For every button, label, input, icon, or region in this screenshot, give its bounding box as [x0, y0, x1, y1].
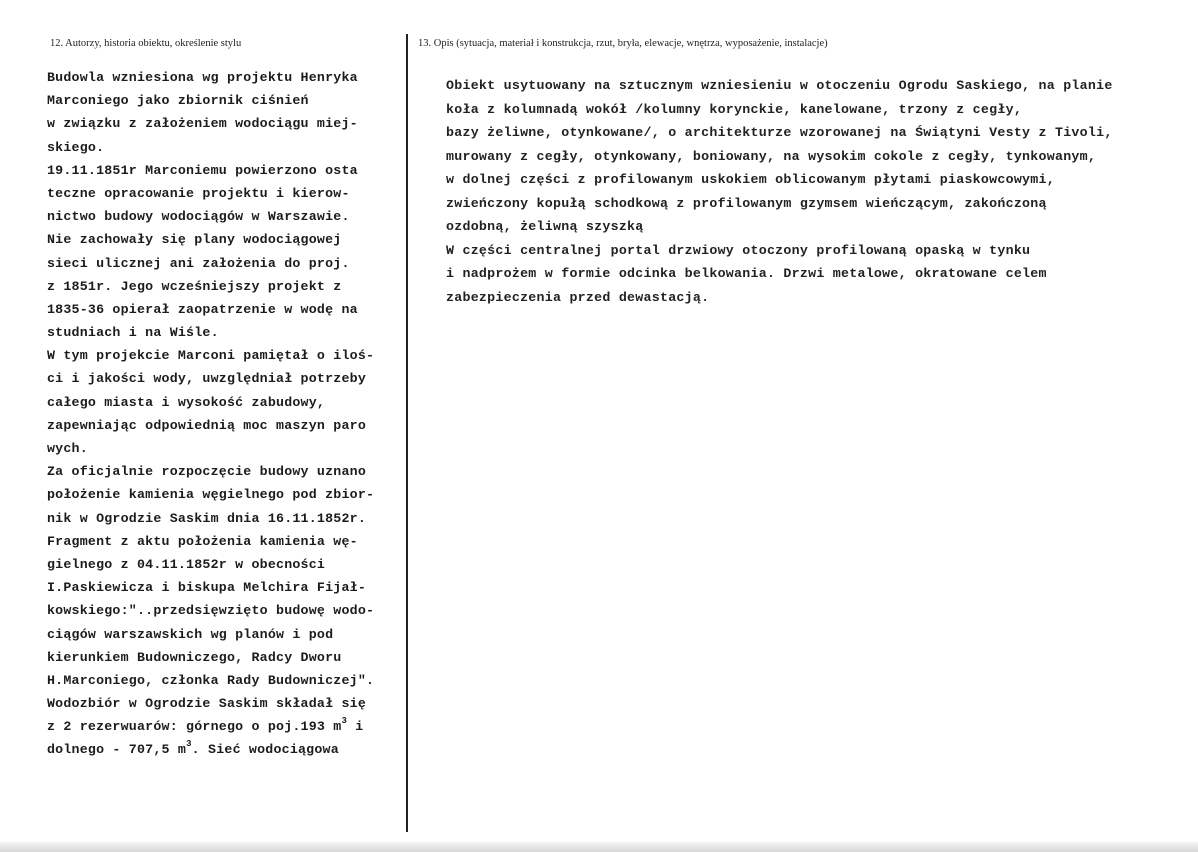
description-text-column [446, 74, 1186, 309]
text-line: 1835-36 opierał zaopatrzenie w wodę na [47, 301, 358, 317]
text-line: Fragment z aktu położenia kamienia wę- [47, 533, 358, 549]
text-line: I.Paskiewicza i biskupa Melchira Fijał- [47, 580, 366, 596]
text-line: gielnego z 04.11.1852r w obecności [47, 556, 326, 572]
text-line: nictwo budowy wodociągów w Warszawie. [47, 209, 350, 225]
text-line: H.Marconiego, członka Rady Budowniczej". [47, 672, 375, 688]
section-header-12: 12. Autorzy, historia obiektu, określenie stylu [50, 38, 242, 49]
text-line: w związku z założeniem wodociągu miej- [47, 116, 358, 132]
text-line: teczne opracowanie projektu i kierow- [47, 185, 350, 201]
history-text-column [47, 66, 405, 762]
text-line: studniach i na Wiśle. [47, 325, 219, 341]
text-line: W części centralnej portal drzwiowy otoczony profilowaną opaską w tynku [446, 242, 1031, 258]
text-line: ciągów warszawskich wg planów i pod [47, 626, 334, 642]
text-line: Nie zachowały się plany wodociągowej [47, 232, 342, 248]
text-line: w dolnej części z profilowanym uskokiem oblicowanym płytami piaskowcowymi, [446, 172, 1055, 187]
text-segment: i [347, 719, 364, 735]
text-line: Wodozbiór w Ogrodzie Saskim składał się [47, 696, 366, 712]
text-line: bazy żeliwne, otynkowane/, o architekturze wzorowanej na Świątyni Vesty z Tivoli, [446, 125, 1113, 140]
text-line [47, 738, 405, 761]
text-line [47, 715, 405, 738]
text-line: z 1851r. Jego wcześniejszy projekt z [47, 278, 342, 294]
page-bottom-edge [0, 842, 1198, 852]
text-line: zwieńczony kopułą schodkową z profilowanym gzymsem wieńczącym, zakończoną [446, 195, 1047, 211]
column-divider [406, 34, 408, 832]
text-line: Budowla wzniesiona wg projektu Henryka [47, 70, 358, 85]
text-line: zapewniając odpowiednią moc maszyn paro [47, 417, 366, 433]
text-line: kierunkiem Budowniczego, Radcy Dworu [47, 649, 342, 665]
text-line: całego miasta i wysokość zabudowy, [47, 394, 326, 410]
text-line: położenie kamienia węgielnego pod zbior- [47, 487, 375, 503]
text-line: wych. [47, 441, 88, 456]
text-line: 19.11.1851r Marconiemu powierzono osta [47, 162, 358, 178]
text-line: kowskiego:"..przedsięwzięto budowę wodo- [47, 603, 375, 619]
text-line: Marconiego jako zbiornik ciśnień [47, 93, 309, 109]
section-header-13: 13. Opis (sytuacja, materiał i konstrukcja, rzut, bryła, elewacje, wnętrza, wyposażenie, instalacje) [418, 38, 828, 49]
text-segment: . Sieć wodociągowa [191, 742, 339, 758]
text-line: ci i jakości wody, uwzględniał potrzeby [47, 371, 366, 387]
text-line: nik w Ogrodzie Saskim dnia 16.11.1852r. [47, 510, 366, 526]
text-line: murowany z cegły, otynkowany, boniowany, na wysokim cokole z cegły, tynkowanym, [446, 148, 1097, 164]
text-line: sieci ulicznej ani założenia do proj. [47, 255, 350, 271]
text-line: Za oficjalnie rozpoczęcie budowy uznano [47, 464, 366, 480]
text-line: koła z kolumnadą wokół /kolumny korynckie, kanelowane, trzony z cegły, [446, 101, 1023, 117]
superscript: 3 [186, 739, 192, 750]
text-line: Obiekt usytuowany na sztucznym wzniesieniu w otoczeniu Ogrodu Saskiego, na planie [446, 78, 1113, 93]
text-line: i nadprożem w formie odcinka belkowania. Drzwi metalowe, okratowane celem [446, 266, 1047, 281]
text-line: W tym projekcie Marconi pamiętał o iloś- [47, 348, 375, 364]
text-segment: z 2 rezerwuarów: górnego o poj.193 m [47, 719, 342, 735]
text-line: ozdobną, żeliwną szyszką [446, 219, 644, 234]
text-line: skiego. [47, 139, 105, 155]
text-line: zabezpieczenia przed dewastacją. [446, 289, 710, 305]
text-segment: dolnego - 707,5 m [47, 742, 187, 758]
superscript: 3 [341, 716, 348, 727]
